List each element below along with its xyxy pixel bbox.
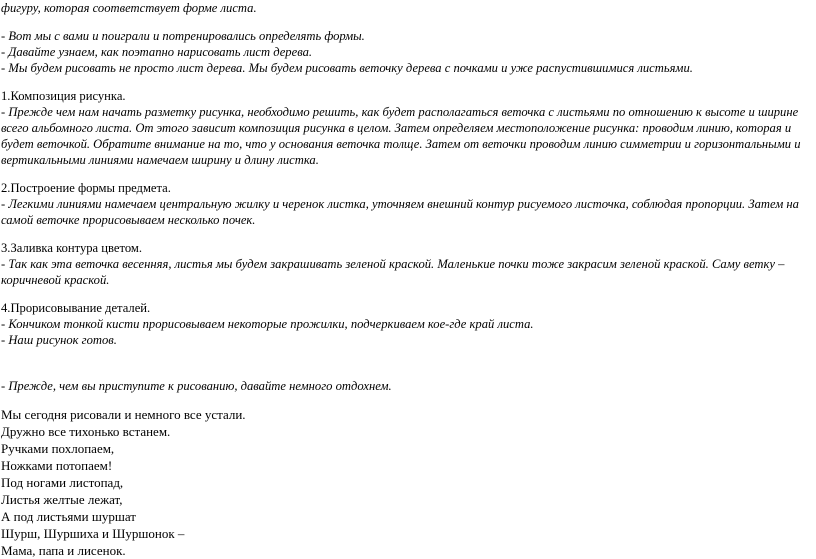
- section-text-line: всего альбомного листа. От этого зависит композиция рисунка в целом. Затем определяем местоположение рисунка: проводим линию, которая и: [1, 121, 792, 135]
- intro-line-3: - Давайте узнаем, как поэтапно нарисовать лист дерева.: [1, 45, 313, 59]
- poem-line: Дружно все тихонько встанем.: [1, 424, 171, 439]
- section-heading-color-fill: 3.Заливка контура цветом.: [1, 241, 142, 255]
- section-heading-details: 4.Прорисовывание деталей.: [1, 301, 151, 315]
- section-text-line: самой веточке прорисовываем несколько почек.: [1, 213, 256, 227]
- spacer: [1, 228, 815, 240]
- section-text-line: - Легкими линиями намечаем центральную жилку и черенок листка, уточняем внешний контур рисуемого листочка, соблюдая пропорции. Затем на: [1, 197, 799, 211]
- section-heading-composition: 1.Композиция рисунка.: [1, 89, 126, 103]
- rest-announcement: - Прежде, чем вы приступите к рисованию, давайте немного отдохнем.: [1, 379, 392, 393]
- intro-line-2: - Вот мы с вами и поиграли и потренировались определять формы.: [1, 29, 365, 43]
- poem-line: Мы сегодня рисовали и немного все устали.: [1, 407, 246, 422]
- poem-line: Ручками похлопаем,: [1, 441, 115, 456]
- poem-line: Листья желтые лежат,: [1, 492, 123, 507]
- section-text-line: - Наш рисунок готов.: [1, 333, 117, 347]
- spacer: [1, 16, 815, 28]
- spacer: [1, 394, 815, 406]
- intro-line-1: фигуру, которая соответствует форме листа.: [1, 1, 257, 15]
- intro-line-4: - Мы будем рисовать не просто лист дерева. Мы будем рисовать веточку дерева с почками и уже распустившимися листьями.: [1, 61, 693, 75]
- section-text-line: будет веточкой. Обратите внимание на то, что у основания веточка толще. Затем от веточки проводим линию симметрии и горизонтальными и: [1, 137, 801, 151]
- section-heading-form: 2.Построение формы предмета.: [1, 181, 171, 195]
- spacer: [1, 76, 815, 88]
- section-text-line: - Так как эта веточка весенняя, листья мы будем закрашивать зеленой краской. Маленькие почки тоже закрасим зеленой краской. Саму ветку –: [1, 257, 785, 271]
- poem-line: Ножками потопаем!: [1, 458, 113, 473]
- poem-line: А под листьями шуршат: [1, 509, 136, 524]
- section-text-line: коричневой краской.: [1, 273, 110, 287]
- poem-line: Шурш, Шуршиха и Шуршонок –: [1, 526, 185, 541]
- section-text-line: - Кончиком тонкой кисти прорисовываем некоторые прожилки, подчеркиваем кое-где край листа.: [1, 317, 534, 331]
- poem-block: [1, 406, 815, 559]
- spacer: [1, 288, 815, 300]
- section-text-line: вертикальными линиями намечаем ширину и длину листка.: [1, 153, 319, 167]
- section-text-line: - Прежде чем нам начать разметку рисунка, необходимо решить, как будет располагаться веточка с листьями по отношению к высоте и ширине: [1, 105, 799, 119]
- spacer: [1, 348, 815, 378]
- spacer: [1, 168, 815, 180]
- poem-line: Под ногами листопад,: [1, 475, 124, 490]
- poem-line: Мама, папа и лисенок.: [1, 543, 126, 558]
